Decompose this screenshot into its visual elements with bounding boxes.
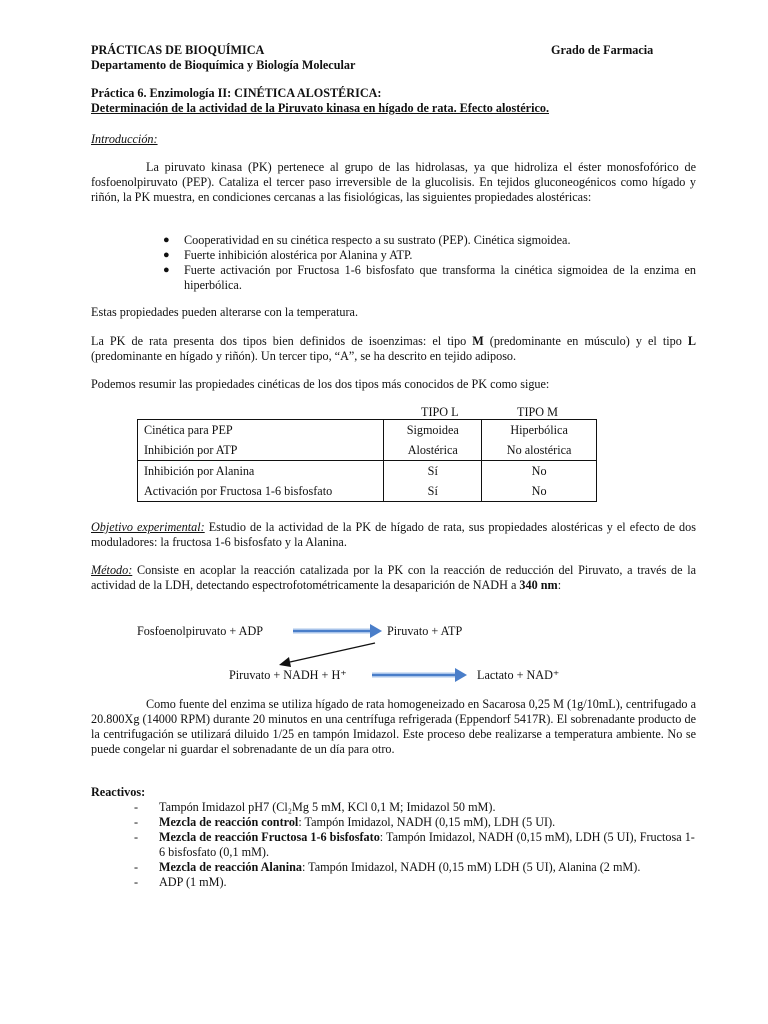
wavelength-value: 340 nm	[519, 578, 558, 592]
enzyme-source-paragraph: Como fuente del enzima se utiliza hígado de rata homogeneizado en Sacarosa 0,25 M (1g/10mL), centrifugado a 20.800Xg (14000 RPM) durante 20 minutos en una centrífuga refrigerada (Eppendorf 5417R). El sobrenadante producto de la centrifugación se utilizará diluido 1/25 en tampón Imidazol. Este proceso debe realizarse a temperatura ambiente. No se puede congelar ni guardar el sobrenadante de un día para otro.	[91, 697, 696, 756]
reaction-2-substrates: Piruvato + NADH + H⁺	[229, 668, 347, 682]
list-item: - Tampón Imidazol pH7 (Cl₂Mg 5 mM, KCl 0,1 M; Imidazol 50 mM).	[134, 800, 496, 814]
intro-paragraph-4: Podemos resumir las propiedades cinéticas de los dos tipos más conocidos de PK como sigue:	[91, 377, 550, 391]
intro-heading: Introducción:	[91, 132, 158, 146]
bullet-icon: ●	[163, 249, 170, 261]
bullet-icon: ●	[163, 234, 170, 246]
intro-paragraph-1: La piruvato kinasa (PK) pertenece al grupo de las hidrolasas, ya que hidroliza el éster monosfofórico de fosfoenolpiruvato (PEP). Cataliza el tercer paso irreversible de la glucolisis. En tejidos gluconeogénicos como hígado y riñón, la PK muestra, en condiciones cercanas a las fisiológicas, las siguientes propiedades alostéricas:	[91, 160, 696, 204]
list-item: - Mezcla de reacción control: Tampón Imidazol, NADH (0,15 mM), LDH (5 UI).	[134, 815, 556, 829]
table-cell: Cinética para PEP	[138, 420, 384, 441]
header-department: Departamento de Bioquímica y Biología Molecular	[91, 58, 356, 72]
list-item: - Mezcla de reacción Alanina: Tampón Imidazol, NADH (0,15 mM) LDH (5 UI), Alanina (2 mM).	[134, 860, 641, 874]
table-cell: Activación por Fructosa 1-6 bisfosfato	[138, 481, 384, 502]
method-label: Método:	[91, 563, 133, 577]
header-course-title: PRÁCTICAS DE BIOQUÍMICA	[91, 43, 265, 57]
intro-paragraph-3: La PK de rata presenta dos tipos bien definidos de isoenzimas: el tipo M (predominante en músculo) y el tipo L (predominante en hígado y riñón). Un tercer tipo, “A”, se ha descrito en tejido adiposo.	[91, 334, 696, 363]
table-cell: Alostérica	[384, 440, 482, 461]
dash-bullet: -	[134, 860, 139, 874]
table-cell: Sí	[384, 461, 482, 482]
dash-bullet: -	[134, 830, 139, 844]
table-header-tipo-l: TIPO L	[421, 405, 459, 419]
list-item: - ADP (1 mM).	[134, 875, 227, 889]
objective-paragraph: Objetivo experimental: Estudio de la actividad de la PK de hígado de rata, sus propiedades alostéricas y el efecto de dos moduladores: la fructosa 1-6 bisfosfato y la Alanina.	[91, 520, 696, 549]
reagents-heading: Reactivos:	[91, 785, 146, 799]
list-item: - Mezcla de reacción Fructosa 1-6 bisfosfato: Tampón Imidazol, NADH (0,15 mM), LDH (5 UI), Fructosa 1-6 bisfosfato (0,1 mM).	[134, 830, 695, 859]
dash-bullet: -	[134, 815, 139, 829]
table-cell: No alostérica	[506, 442, 572, 457]
table-cell: Sí	[384, 481, 482, 502]
header-degree: Grado de Farmacia	[551, 43, 654, 57]
intro-paragraph-2: Estas propiedades pueden alterarse con la temperatura.	[91, 305, 358, 319]
table-cell: Inhibición por ATP	[138, 440, 384, 461]
objective-label: Objetivo experimental:	[91, 520, 205, 534]
pyruvate-link-arrow	[279, 643, 375, 667]
method-paragraph: Método: Consiste en acoplar la reacción catalizada por la PK con la reacción de reducción del Piruvato, a través de la actividad de la LDH, detectando espectrofotométricamente la desaparición de NADH a 340 nm:	[91, 563, 696, 592]
reagents-list	[91, 800, 699, 890]
list-item: ● Fuerte inhibición alostérica por Alanina y ATP.	[163, 248, 413, 262]
table-cell: Sigmoidea	[384, 420, 482, 441]
practice-title: Práctica 6. Enzimología II: CINÉTICA ALOSTÉRICA:	[91, 86, 382, 100]
table-cell: Hiperbólica	[510, 422, 568, 437]
dash-bullet: -	[134, 875, 139, 889]
table-cell: No	[482, 461, 597, 482]
table-cell: Inhibición por Alanina	[138, 461, 384, 482]
table-cell: No	[531, 483, 547, 498]
reaction-2-products: Lactato + NAD⁺	[477, 668, 560, 682]
pk-reaction-arrow	[293, 624, 382, 638]
bullet-icon: ●	[163, 264, 170, 276]
ldh-reaction-arrow	[372, 668, 467, 682]
dash-bullet: -	[134, 800, 139, 814]
reaction-1-products: Piruvato + ATP	[387, 624, 463, 638]
list-item: ● Fuerte activación por Fructosa 1-6 bisfosfato que transforma la cinética sigmoidea de la enzima en hiperbólica.	[163, 263, 696, 292]
list-item: ● Cooperatividad en su cinética respecto a su sustrato (PEP). Cinética sigmoidea.	[163, 233, 571, 247]
reaction-1-substrates: Fosfoenolpiruvato + ADP	[137, 624, 264, 638]
practice-subtitle: Determinación de la actividad de la Piruvato kinasa en hígado de rata. Efecto alostérico.	[91, 101, 550, 115]
table-header-tipo-m: TIPO M	[517, 405, 558, 419]
